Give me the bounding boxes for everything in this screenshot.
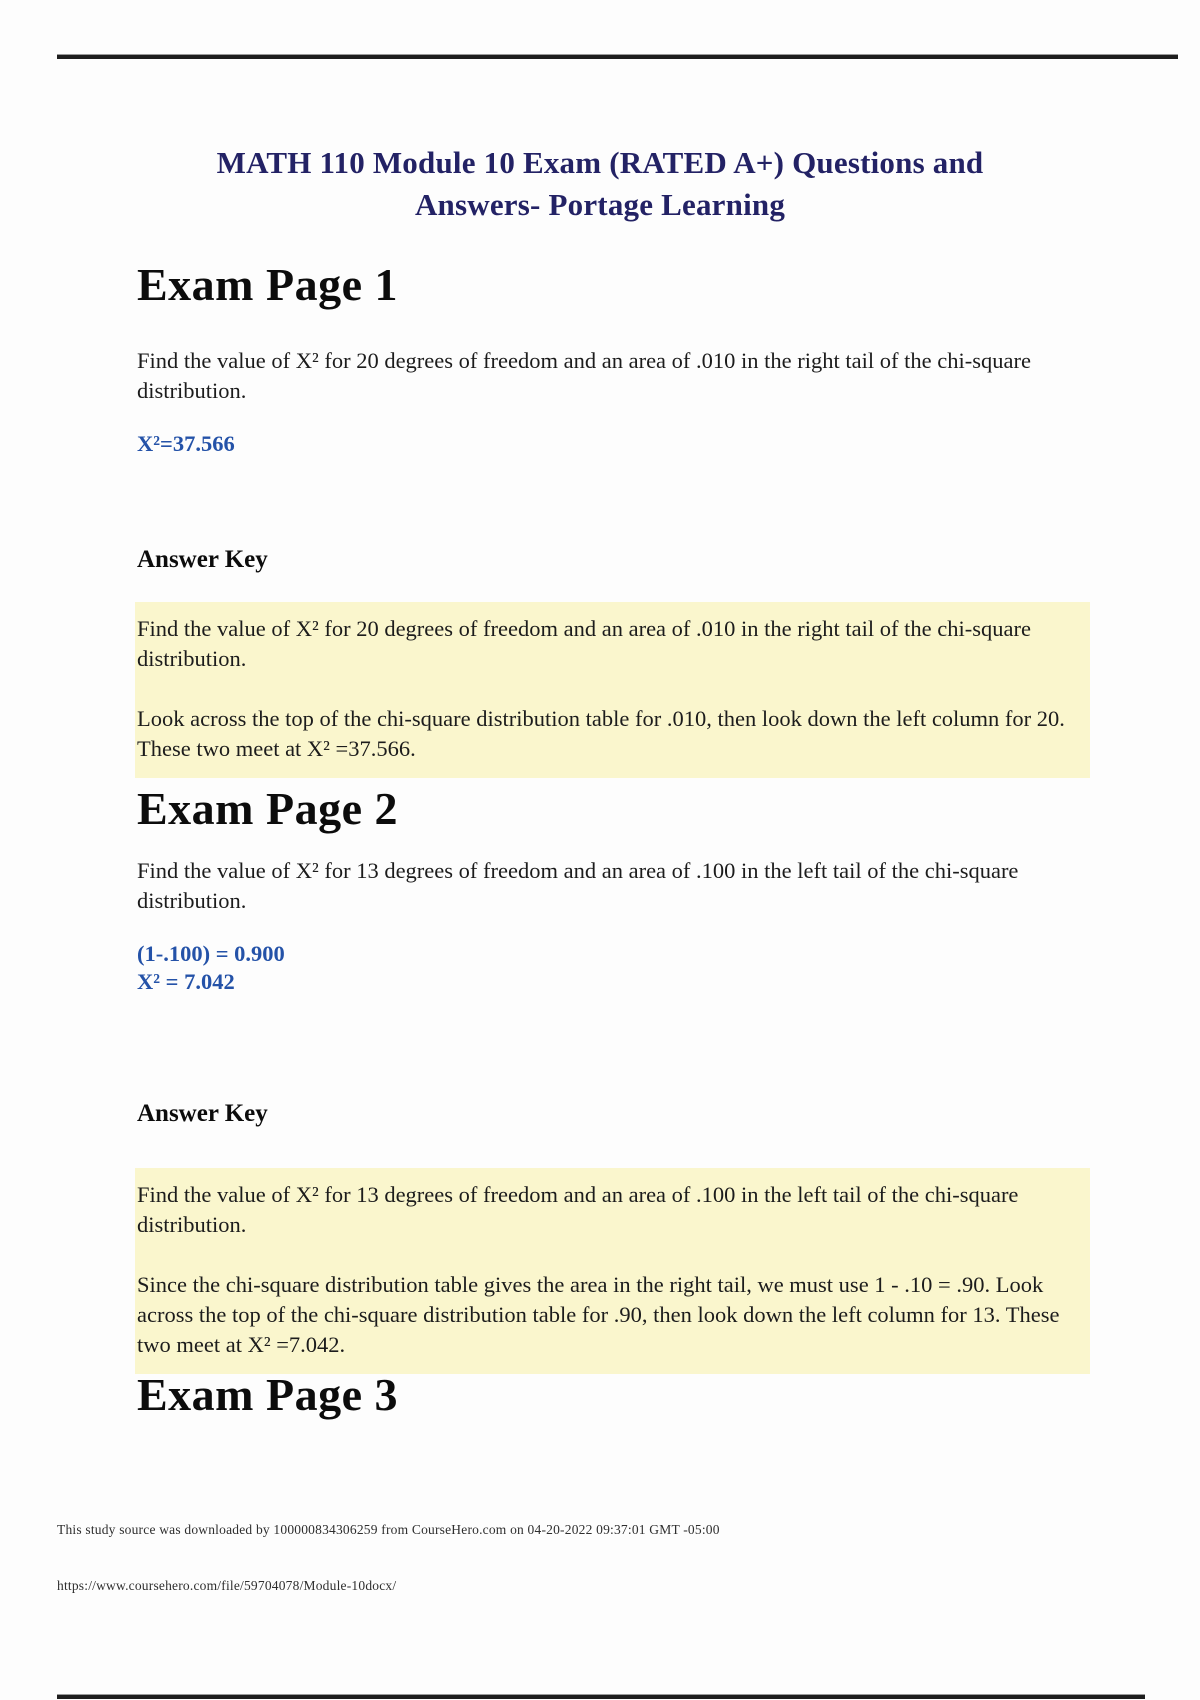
- exam-2-answer-key-label: Answer Key: [137, 1100, 268, 1127]
- exam-1-answer-key-label: Answer Key: [137, 546, 268, 573]
- exam-1-question: Find the value of X² for 20 degrees of freedom and an area of .010 in the right tail of the chi-square distribution.: [137, 348, 1031, 403]
- exam-page-2-heading: Exam Page 2: [137, 783, 399, 834]
- document-title-line2: Answers- Portage Learning: [414, 187, 786, 222]
- source-url: https://www.coursehero.com/file/59704078/Module-10docx/: [57, 1578, 397, 1593]
- exam-2-key-explanation: Since the chi-square distribution table gives the area in the right tail, we must use 1 - .10 = .90. Look across the top of the chi-square distribution table for .90, then look down the left column for 13. These two meet at X² =7.042.: [137, 1272, 1060, 1357]
- exam-2-question: Find the value of X² for 13 degrees of freedom and an area of .100 in the left tail of the chi-square distribution.: [137, 858, 1019, 913]
- bottom-rule: [57, 1694, 1145, 1699]
- exam-2-key-question: Find the value of X² for 13 degrees of freedom and an area of .100 in the left tail of the chi-square distribution.: [137, 1182, 1019, 1237]
- exam-page-1-heading: Exam Page 1: [137, 259, 399, 310]
- top-rule: [57, 54, 1178, 59]
- exam-2-answer-line2: X² = 7.042: [137, 969, 235, 994]
- exam-page-3-heading: Exam Page 3: [137, 1369, 399, 1420]
- exam-1-key-question: Find the value of X² for 20 degrees of freedom and an area of .010 in the right tail of the chi-square distribution.: [137, 616, 1031, 671]
- exam-1-key-explanation: Look across the top of the chi-square distribution table for .010, then look down the left column for 20. These two meet at X² =37.566.: [137, 706, 1065, 761]
- exam-1-answer: X²=37.566: [137, 431, 235, 456]
- download-attribution-note: This study source was downloaded by 100000834306259 from CourseHero.com on 04-20-2022 09:37:01 GMT -05:00: [57, 1522, 720, 1537]
- exam-1-answer-key-highlight: [135, 602, 1090, 778]
- exam-2-answer-key-highlight: [135, 1168, 1090, 1374]
- exam-2-answer-line1: (1-.100) = 0.900: [137, 941, 285, 966]
- document-title-line1: MATH 110 Module 10 Exam (RATED A+) Questions and: [216, 145, 984, 180]
